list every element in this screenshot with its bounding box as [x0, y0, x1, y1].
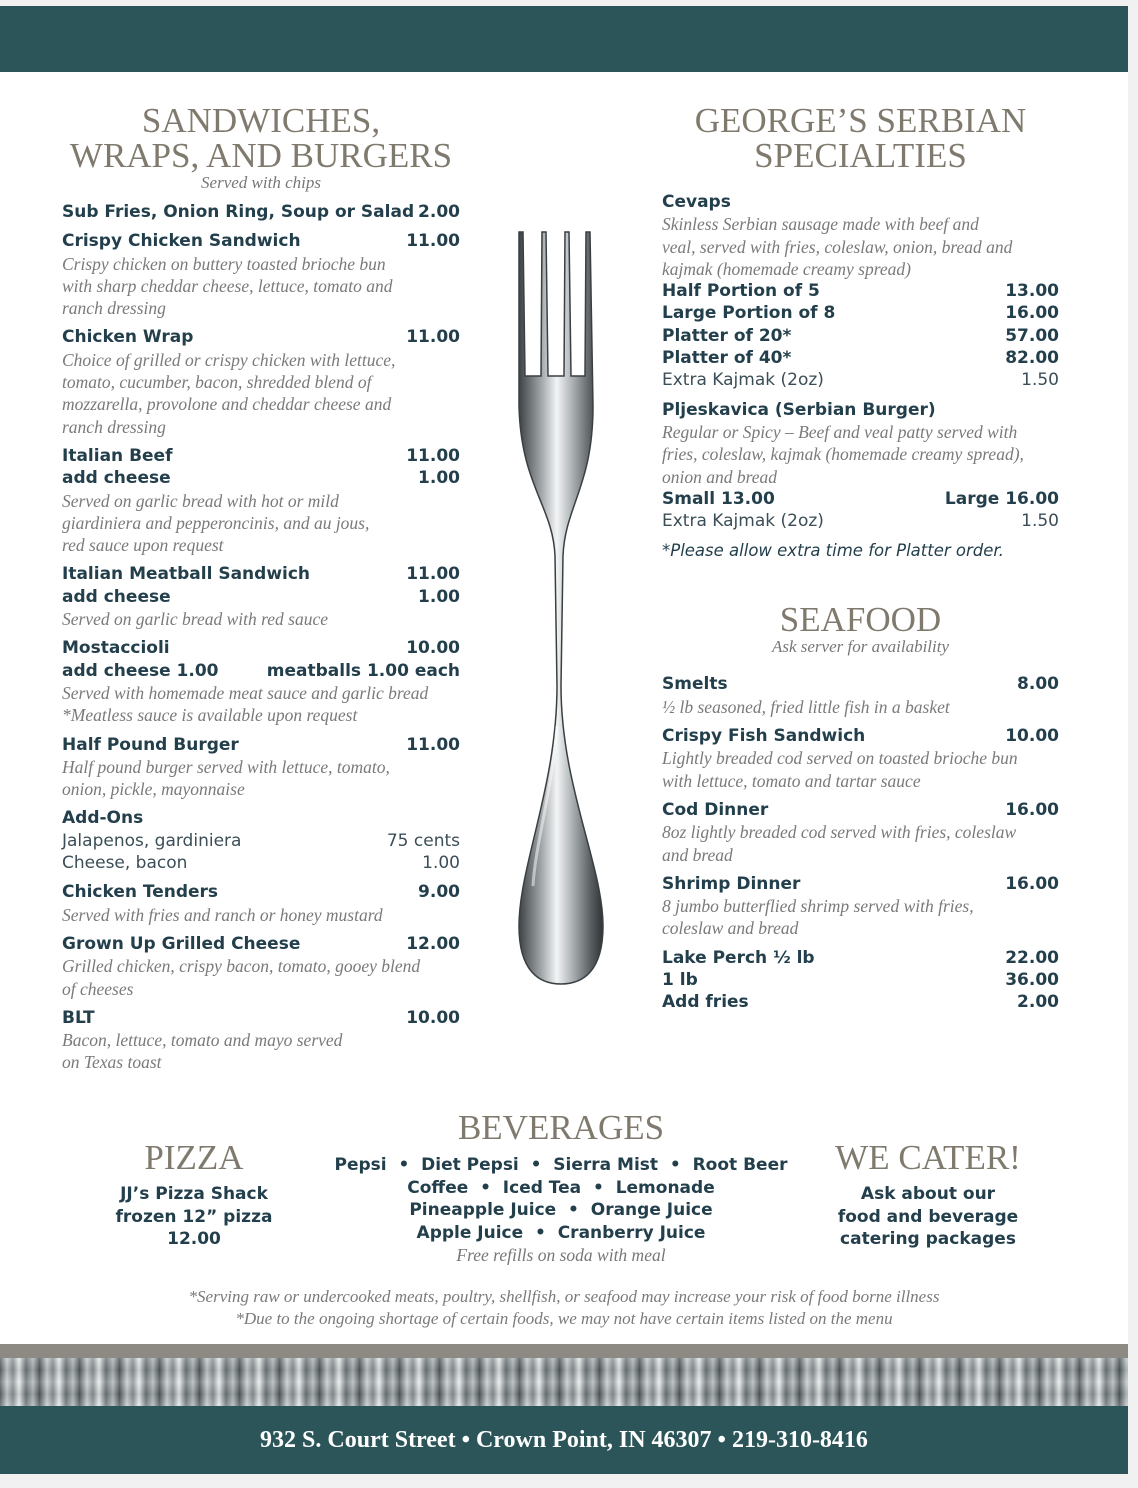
addon-name: add cheese	[62, 586, 171, 607]
item-name: Sub Fries, Onion Ring, Soup or Salad	[62, 202, 415, 222]
item-row	[662, 673, 1059, 695]
extra-name: Extra Kajmak (2oz)	[662, 370, 824, 391]
extra-price: 1.50	[1021, 370, 1059, 391]
addon-row	[62, 586, 460, 608]
desc-line: mozzarella, provolone and cheddar cheese and	[62, 394, 392, 415]
catering-section	[818, 1140, 1038, 1251]
item-description	[62, 253, 460, 320]
desc-line: Served on garlic bread with hot or mild	[62, 490, 339, 511]
item-description	[62, 490, 460, 557]
item-name: Chicken Tenders	[62, 882, 219, 903]
extra-row	[662, 510, 1059, 532]
desc-line: and bread	[662, 844, 733, 865]
item-description	[62, 904, 460, 926]
menu-item	[662, 399, 1059, 533]
menu-item	[62, 807, 460, 874]
desc-line: onion, pickle, mayonnaise	[62, 779, 245, 800]
desc-line: on Texas toast	[62, 1052, 162, 1073]
item-name: Pljeskavica (Serbian Burger)	[662, 399, 936, 420]
item-description	[662, 895, 1059, 940]
menu-item	[662, 873, 1059, 940]
addon-price: 75 cents	[386, 830, 460, 851]
addon-name: Cheese, bacon	[62, 853, 188, 874]
title-line: WRAPS, AND BURGERS	[69, 136, 453, 175]
item-price: 10.00	[406, 638, 460, 659]
beverage-line: Apple Juice • Cranberry Juice	[416, 1222, 706, 1243]
extra-row	[662, 369, 1059, 391]
item-name: Crispy Fish Sandwich	[662, 726, 866, 747]
footer-address: 932 S. Court Street • Crown Point, IN 46307 • 219-310-8416	[260, 1427, 868, 1453]
section-title	[662, 103, 1059, 173]
section-title	[62, 103, 460, 173]
pizza-title: PIZZA	[144, 1138, 244, 1177]
pizza-line: frozen 12” pizza	[115, 1206, 273, 1227]
desc-line: tomato, cucumber, bacon, shredded blend of	[62, 372, 372, 393]
menu-item	[662, 799, 1059, 866]
item-price: 11.00	[406, 327, 460, 348]
item-price: 12.00	[406, 933, 460, 954]
menu-item	[62, 326, 460, 437]
option-row	[662, 280, 1059, 302]
addon-row	[62, 852, 460, 874]
item-row	[662, 969, 1059, 991]
item-price: 9.00	[418, 882, 460, 903]
item-description	[62, 682, 460, 727]
menu-item	[662, 191, 1059, 392]
item-name: Mostaccioli	[62, 638, 170, 659]
item-row	[62, 881, 460, 903]
menu-page	[0, 6, 1128, 1474]
title-line: GEORGE’S SERBIAN	[694, 101, 1027, 140]
item-description	[62, 1029, 460, 1074]
desc-line: ranch dressing	[62, 416, 166, 437]
seafood-title: SEAFOOD	[779, 600, 942, 640]
menu-item	[62, 734, 460, 801]
item-price: 11.00	[406, 564, 460, 585]
item-name: Chicken Wrap	[62, 327, 194, 348]
item-row	[662, 799, 1059, 821]
extra-name: Extra Kajmak (2oz)	[662, 511, 824, 532]
desc-line: giardiniera and pepperoncinis, and au jous,	[62, 512, 370, 533]
item-name: Add fries	[662, 992, 749, 1013]
desc-line: Grilled chicken, crispy bacon, tomato, gooey blend	[62, 956, 421, 977]
top-banner	[0, 6, 1128, 72]
disclaimer-line: *Due to the ongoing shortage of certain foods, we may not have certain items listed on the menu	[235, 1309, 893, 1328]
item-description	[62, 955, 460, 1000]
item-price: 10.00	[1005, 726, 1059, 747]
item-description	[62, 756, 460, 801]
cater-line: catering packages	[840, 1229, 1016, 1249]
option-price: 16.00	[1005, 303, 1059, 324]
divider-band	[0, 1344, 1128, 1358]
item-name: Italian Meatball Sandwich	[62, 564, 311, 585]
desc-line: Choice of grilled or crispy chicken with lettuce,	[62, 349, 396, 370]
option-row	[662, 302, 1059, 324]
item-name: Lake Perch ½ lb	[662, 947, 815, 968]
option-row	[662, 347, 1059, 369]
option-price: 13.00	[1005, 281, 1059, 302]
menu-item	[662, 673, 1059, 718]
desc-line: coleslaw and bread	[662, 918, 799, 939]
beverage-line: Pepsi • Diet Pepsi • Sierra Mist • Root Beer	[334, 1155, 788, 1175]
desc-line: Regular or Spicy – Beef and veal patty served with	[662, 421, 1018, 442]
option-name: Platter of 20*	[662, 325, 792, 346]
desc-line: onion and bread	[662, 466, 778, 487]
menu-item	[62, 1007, 460, 1074]
item-description	[662, 421, 1059, 488]
addon-row	[62, 830, 460, 852]
item-price: 10.00	[406, 1007, 460, 1028]
addon-row	[62, 660, 460, 682]
item-row	[62, 201, 460, 223]
serbian-section	[662, 103, 1059, 1021]
menu-item	[662, 725, 1059, 792]
sandwiches-section	[62, 103, 460, 1081]
item-name: Grown Up Grilled Cheese	[62, 933, 301, 954]
item-price: 16.00	[1005, 873, 1059, 894]
option-large: Large 16.00	[944, 488, 1059, 509]
item-price: 11.00	[406, 734, 460, 755]
item-price: 2.00	[418, 202, 460, 222]
pizza-section	[94, 1140, 294, 1251]
desc-line: Served on garlic bread with red sauce	[62, 609, 329, 630]
desc-line: red sauce upon request	[62, 535, 224, 556]
item-row	[62, 445, 460, 467]
option-name: Half Portion of 5	[662, 281, 820, 302]
item-name: Half Pound Burger	[62, 734, 239, 755]
cater-line: Ask about our	[860, 1184, 996, 1204]
disclaimer-line: *Serving raw or undercooked meats, poultry, shellfish, or seafood may increase your risk of food borne illness	[188, 1287, 940, 1306]
item-row	[662, 947, 1059, 969]
item-row	[662, 725, 1059, 747]
item-row	[62, 1007, 460, 1029]
item-row	[62, 326, 460, 348]
menu-item	[662, 947, 1059, 1014]
item-row	[62, 933, 460, 955]
item-name: Cevaps	[662, 192, 731, 212]
desc-line: 8oz lightly breaded cod served with fries, coleslaw	[662, 822, 1017, 843]
addon-name: meatballs 1.00 each	[266, 660, 460, 681]
menu-item	[62, 201, 460, 223]
corrugated-metal-shading	[0, 1358, 1128, 1406]
menu-item	[62, 637, 460, 726]
beverage-line: Coffee • Iced Tea • Lemonade	[407, 1177, 715, 1198]
desc-line: ranch dressing	[62, 298, 166, 319]
item-name: Shrimp Dinner	[662, 873, 801, 894]
item-row	[662, 991, 1059, 1013]
item-price: 2.00	[1017, 992, 1059, 1013]
desc-line: of cheeses	[62, 978, 134, 999]
item-description	[662, 213, 1059, 280]
item-description	[62, 608, 460, 630]
item-description	[662, 696, 1059, 718]
beverage-note: Free refills on soda with meal	[456, 1245, 666, 1265]
menu-item	[62, 445, 460, 556]
desc-line: Half pound burger served with lettuce, tomato,	[62, 756, 390, 777]
disclaimer	[0, 1286, 1128, 1330]
title-line: SANDWICHES,	[141, 101, 381, 140]
item-name: BLT	[62, 1007, 95, 1028]
desc-line: fries, coleslaw, kajmak (homemade creamy spread),	[662, 444, 1024, 465]
desc-line: with lettuce, tomato and tartar sauce	[662, 770, 921, 791]
item-description	[662, 821, 1059, 866]
desc-line: Lightly breaded cod served on toasted brioche bun	[662, 748, 1018, 769]
menu-item	[62, 563, 460, 630]
option-price: 82.00	[1005, 348, 1059, 369]
item-row	[62, 637, 460, 659]
desc-line: 8 jumbo butterflied shrimp served with fries,	[662, 896, 974, 917]
desc-line: Served with homemade meat sauce and garlic bread	[62, 682, 429, 703]
item-row	[662, 873, 1059, 895]
menu-item	[62, 933, 460, 1000]
section-subtitle: Served with chips	[201, 173, 321, 192]
cater-line: food and beverage	[837, 1206, 1019, 1227]
fork-icon	[513, 226, 609, 986]
item-row	[662, 191, 1059, 213]
beverage-line: Pineapple Juice • Orange Juice	[409, 1200, 713, 1220]
option-price: 57.00	[1005, 325, 1059, 346]
item-row	[662, 399, 1059, 421]
desc-line: veal, served with fries, coleslaw, onion, bread and	[662, 236, 1013, 257]
addon-name: add cheese 1.00	[62, 660, 219, 681]
extra-price: 1.50	[1021, 511, 1059, 532]
addon-row	[62, 467, 460, 489]
beverages-title: BEVERAGES	[457, 1108, 665, 1147]
item-description	[662, 747, 1059, 792]
item-name: 1 lb	[662, 970, 698, 991]
cater-title: WE CATER!	[835, 1138, 1021, 1177]
addon-price: 1.00	[418, 586, 460, 607]
beverages-section	[320, 1110, 802, 1266]
item-row	[62, 734, 460, 756]
addon-name: add cheese	[62, 468, 171, 489]
desc-line: kajmak (homemade creamy spread)	[662, 258, 911, 279]
pizza-line: JJ’s Pizza Shack	[120, 1184, 268, 1204]
menu-item	[62, 881, 460, 926]
item-price: 16.00	[1005, 799, 1059, 820]
desc-line: Bacon, lettuce, tomato and mayo served	[62, 1030, 343, 1051]
item-price: 22.00	[1005, 947, 1059, 968]
desc-line: Crispy chicken on buttery toasted brioche bun	[62, 253, 386, 274]
item-row	[62, 563, 460, 585]
desc-line: Served with fries and ranch or honey mustard	[62, 904, 383, 925]
item-price: 36.00	[1005, 970, 1059, 991]
item-name: Smelts	[662, 674, 728, 695]
title-line: SPECIALTIES	[754, 136, 967, 175]
item-name: Italian Beef	[62, 445, 173, 466]
item-price: 8.00	[1017, 674, 1059, 695]
menu-item	[62, 230, 460, 319]
item-description	[62, 349, 460, 438]
pizza-price: 12.00	[167, 1229, 221, 1249]
item-name: Crispy Chicken Sandwich	[62, 231, 301, 252]
item-name: Add-Ons	[62, 808, 144, 829]
desc-line: Skinless Serbian sausage made with beef and	[662, 214, 979, 235]
desc-line: *Meatless sauce is available upon request	[62, 705, 358, 726]
option-row	[662, 488, 1059, 510]
option-row	[662, 325, 1059, 347]
seafood-subtitle: Ask server for availability	[771, 637, 950, 657]
option-small: Small 13.00	[662, 488, 775, 509]
desc-line: ½ lb seasoned, fried little fish in a basket	[662, 696, 950, 717]
item-row	[62, 807, 460, 829]
item-name: Cod Dinner	[662, 799, 769, 820]
platter-note: *Please allow extra time for Platter order.	[662, 541, 1004, 561]
option-name: Large Portion of 8	[662, 303, 836, 324]
item-row	[62, 230, 460, 252]
addon-name: Jalapenos, gardiniera	[62, 830, 242, 851]
item-price: 11.00	[406, 445, 460, 466]
item-price: 11.00	[406, 231, 460, 252]
desc-line: with sharp cheddar cheese, lettuce, tomato and	[62, 275, 393, 296]
addon-price: 1.00	[422, 853, 460, 874]
addon-price: 1.00	[418, 468, 460, 489]
option-name: Platter of 40*	[662, 348, 792, 369]
